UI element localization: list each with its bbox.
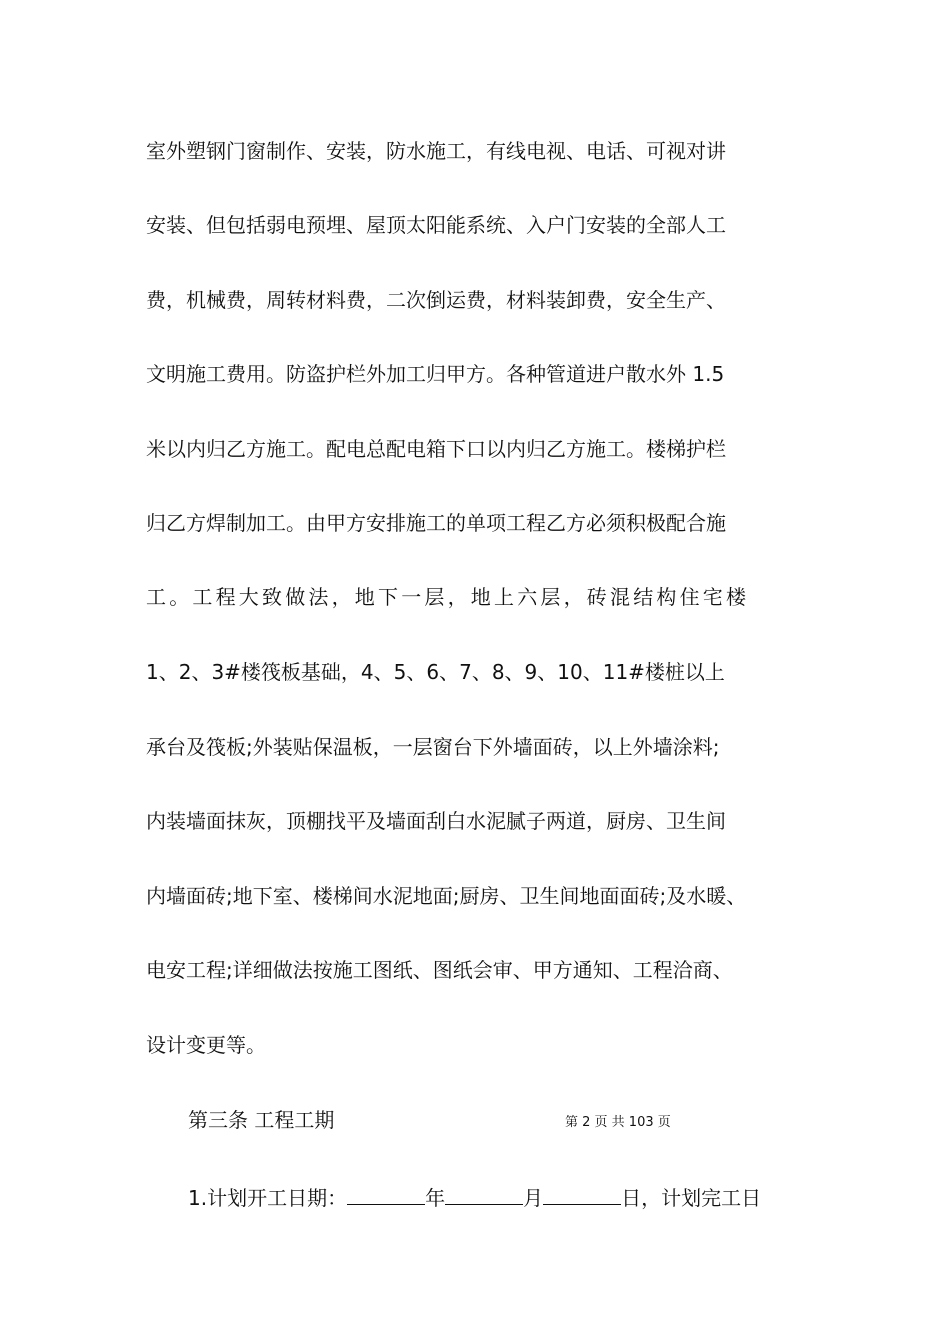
page-number: 第 2 页 共 103 页	[565, 1115, 671, 1130]
year-label: 年	[425, 1186, 446, 1210]
start-date-label: 1.计划开工日期：	[188, 1186, 348, 1210]
start-date-line	[188, 1182, 761, 1211]
body-text-line: 工。工程大致做法，地下一层，地上六层，砖混结构住宅楼	[146, 585, 750, 609]
month-blank	[445, 1182, 523, 1205]
body-text-line: 米以内归乙方施工。配电总配电箱下口以内归乙方施工。楼梯护栏	[146, 437, 726, 461]
body-text-line: 1、2、3#楼筏板基础，4、5、6、7、8、9、10、11#楼桩以上	[146, 660, 725, 684]
body-text-line: 安装、但包括弱电预埋、屋顶太阳能系统、入户门安装的全部人工	[146, 213, 726, 237]
body-text-line: 内装墙面抹灰，顶棚找平及墙面刮白水泥腻子两道，厨房、卫生间	[146, 809, 726, 833]
body-text-line: 归乙方焊制加工。由甲方安排施工的单项工程乙方必须积极配合施	[146, 511, 726, 535]
body-text-line: 费，机械费，周转材料费，二次倒运费，材料装卸费，安全生产、	[146, 288, 726, 312]
body-text-line: 设计变更等。	[146, 1033, 266, 1057]
month-label: 月	[523, 1186, 544, 1210]
body-text-line: 内墙面砖;地下室、楼梯间水泥地面;厨房、卫生间地面面砖;及水暖、	[146, 884, 747, 908]
body-text-line: 承台及筏板;外装贴保温板，一层窗台下外墙面砖，以上外墙涂料;	[146, 735, 720, 759]
day-suffix-label: 日，计划完工日	[621, 1186, 762, 1210]
section-heading: 第三条 工程工期	[188, 1108, 335, 1132]
body-text-line: 室外塑钢门窗制作、安装，防水施工，有线电视、电话、可视对讲	[146, 139, 726, 163]
body-text-line: 文明施工费用。防盗护栏外加工归甲方。各种管道进户散水外 1.5	[146, 362, 725, 386]
body-text-line: 电安工程;详细做法按施工图纸、图纸会审、甲方通知、工程洽商、	[146, 958, 733, 982]
day-blank	[543, 1182, 621, 1205]
year-blank	[347, 1182, 425, 1205]
